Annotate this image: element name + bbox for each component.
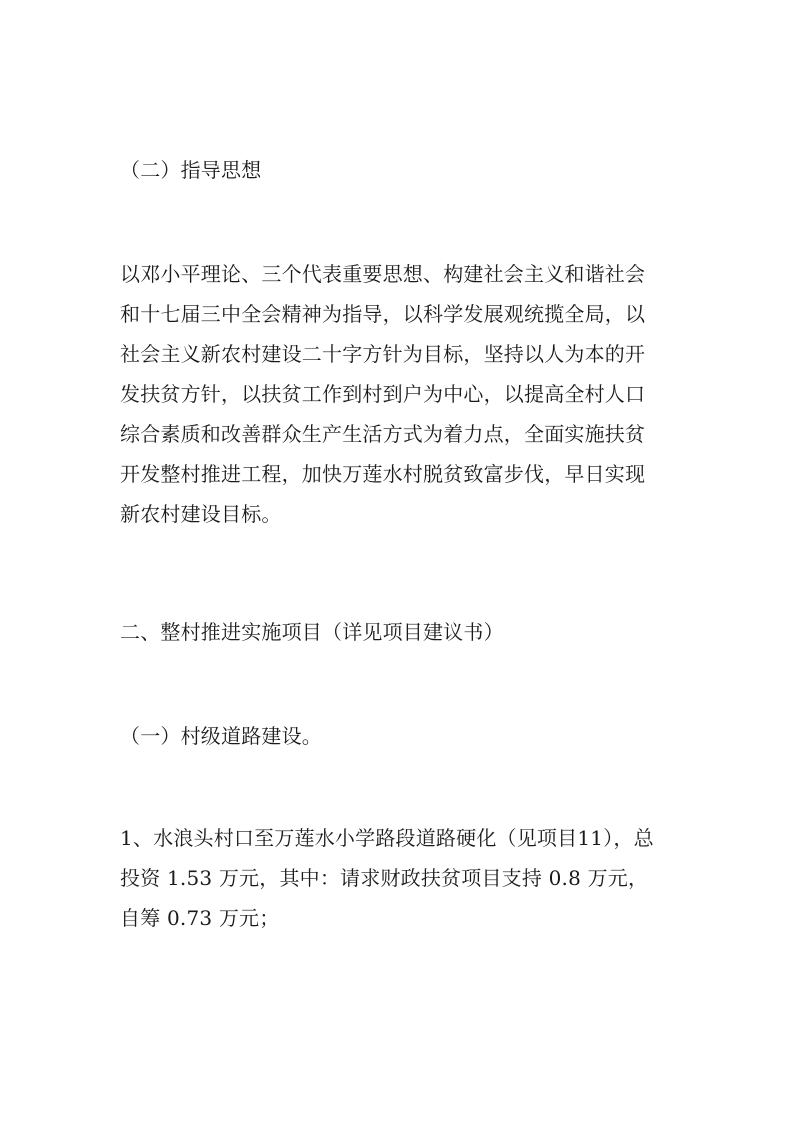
paragraph-line: 发扶贫方针，以扶贫工作到村到户为中心，以提高全村人口 — [120, 382, 646, 406]
paragraph-line: 新农村建设目标。 — [120, 502, 282, 526]
paragraph-line: 和十七届三中全会精神为指导，以科学发展观统揽全局，以 — [120, 302, 646, 326]
paragraph-line: 开发整村推进工程，加快万莲水村脱贫致富步伐，早日实现 — [120, 462, 646, 486]
heading-guiding-thought: （二）指导思想 — [120, 158, 262, 182]
paragraph-line: 以邓小平理论、三个代表重要思想、构建社会主义和谐社会 — [120, 262, 646, 286]
heading-roads: （一）村级道路建设。 — [120, 724, 322, 748]
paragraph-line: 投资 1.53 万元，其中：请求财政扶贫项目支持 0.8 万元， — [120, 866, 649, 890]
paragraph-line: 自筹 0.73 万元； — [120, 906, 280, 930]
heading-projects: 二、整村推进实施项目（详见项目建议书） — [120, 620, 504, 644]
paragraph-line: 综合素质和改善群众生产生活方式为着力点，全面实施扶贫 — [120, 422, 646, 446]
paragraph-line: 社会主义新农村建设二十字方针为目标，坚持以人为本的开 — [120, 342, 646, 366]
paragraph-line: 1、水浪头村口至万莲水小学路段道路硬化（见项目11），总 — [120, 826, 654, 850]
item-1-paragraph — [120, 818, 680, 938]
guiding-paragraph — [120, 254, 680, 534]
